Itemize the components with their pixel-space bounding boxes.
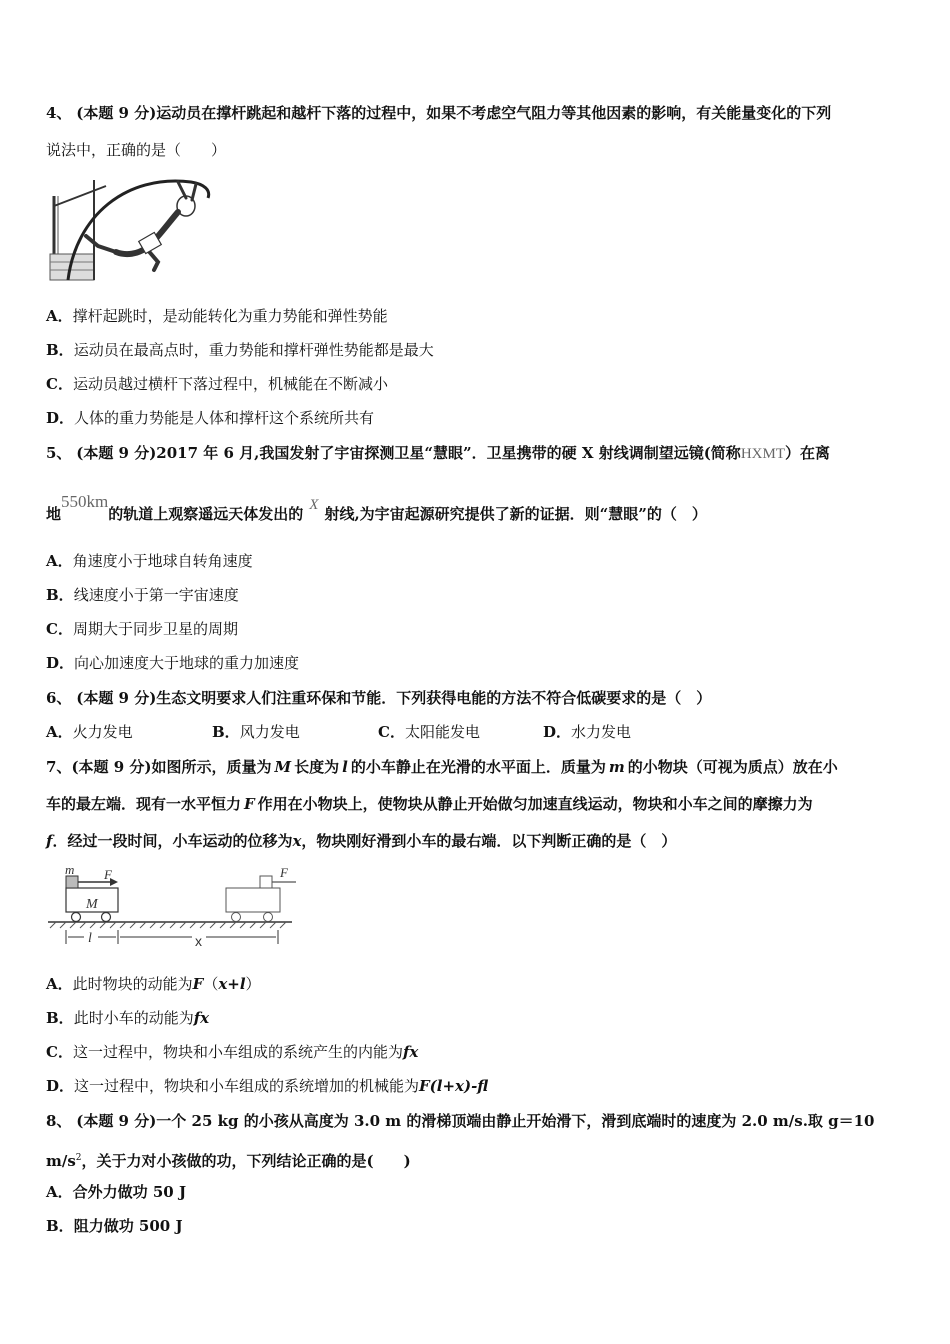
q4-number: 4、 [46, 104, 72, 122]
option-key: B． [212, 723, 240, 741]
q8-text: ，关于力对小孩做的功，下列结论正确的是( ) [81, 1152, 411, 1170]
option-text: 向心加速度大于地球的重力加速度 [74, 654, 300, 672]
q7-text: 的小物块（可视为质点）放在小 [627, 758, 838, 776]
hxmt-abbr: HXMT [740, 446, 785, 462]
q6-option-d[interactable] [543, 722, 631, 742]
q6-option-a[interactable] [46, 722, 133, 742]
option-expr: ） [245, 975, 261, 993]
label-M: M [86, 897, 98, 912]
q4-stem-line2: 说法中，正确的是（ ） [46, 141, 227, 159]
option-text: 运动员越过横杆下落过程中，机械能在不断减小 [72, 375, 388, 393]
option-key: C． [46, 375, 73, 393]
q7-text: 作用在小物块上，使物块从静止开始做匀加速直线运动，物块和小车之间的摩擦力为 [257, 795, 813, 813]
pole-vault-image [46, 176, 216, 282]
option-text: 此时小车的动能为 [73, 1009, 194, 1027]
label-l: l [88, 931, 92, 946]
var-F: F [244, 795, 255, 813]
q4-option-c[interactable] [46, 374, 388, 394]
cart-diagram [46, 864, 296, 954]
option-expr: fx [193, 1009, 210, 1027]
q5-option-b[interactable] [46, 585, 239, 605]
q8-stem-line2 [46, 1148, 411, 1171]
option-key: B． [46, 1217, 74, 1235]
q5-stem-text: (本题 9 分)2017 年 6 月,我国发射了宇宙探测卫星“慧眼”．卫星携带的硬 X 射线调制望远镜(简称 [76, 444, 741, 462]
option-expr: F(l+x)-fl [419, 1077, 489, 1095]
q5-text-c: 射线,为宇宙起源研究提供了新的证据．则“慧眼”的（ ） [324, 505, 707, 523]
q5-option-d[interactable] [46, 653, 299, 673]
q4-stem-line1 [46, 103, 831, 123]
q8-option-b[interactable] [46, 1216, 183, 1236]
option-text: 阻力做功 500 J [73, 1217, 183, 1235]
q6-option-b[interactable] [212, 722, 300, 742]
q8-stem-text: (本题 9 分)一个 25 kg 的小孩从高度为 3.0 m 的滑梯顶端由静止开始滑下，滑到底端时的速度为 2.0 m/s.取 g＝10 [76, 1112, 875, 1130]
q7-option-d[interactable] [46, 1076, 488, 1096]
q5-option-a[interactable] [46, 551, 253, 571]
option-key: A． [46, 723, 73, 741]
option-text: 合外力做功 50 J [72, 1183, 187, 1201]
option-key: D． [46, 1077, 75, 1095]
q4-option-d[interactable] [46, 408, 374, 428]
label-m: m [65, 864, 75, 877]
pole-vault-figure [46, 176, 216, 282]
option-text: 人体的重力势能是人体和撑杆这个系统所共有 [74, 409, 375, 427]
option-expr: x+l [218, 975, 246, 993]
option-text: 角速度小于地球自转角速度 [72, 552, 253, 570]
q7-number: 7、 [46, 758, 72, 776]
option-key: C． [378, 723, 405, 741]
option-text: 线速度小于第一宇宙速度 [73, 586, 239, 604]
q5-stem-line2 [46, 492, 707, 525]
q5-text-a: 地 [46, 505, 62, 523]
q8-number: 8、 [46, 1112, 72, 1130]
q6-number: 6、 [46, 689, 72, 707]
var-m: m [608, 758, 625, 776]
cart-block-figure [46, 864, 296, 954]
q7-text: 长度为 [294, 758, 340, 776]
option-text: 这一过程中，物块和小车组成的系统产生的内能为 [72, 1043, 403, 1061]
option-key: C． [46, 620, 73, 638]
option-text: 撑杆起跳时，是动能转化为重力势能和弹性势能 [72, 307, 388, 325]
q7-stem-line2 [46, 794, 813, 814]
option-text: 此时物块的动能为 [72, 975, 193, 993]
unit: m/s [46, 1152, 76, 1170]
option-key: A． [46, 307, 73, 325]
label-F: F [104, 867, 112, 882]
label-F2: F [280, 865, 288, 880]
option-key: C． [46, 1043, 73, 1061]
q5-number: 5、 [46, 444, 72, 462]
option-expr: （ [203, 975, 219, 993]
q6-stem-text: (本题 9 分)生态文明要求人们注重环保和节能．下列获得电能的方法不符合低碳要求的是（ ） [76, 689, 712, 707]
option-key: A． [46, 1183, 73, 1201]
var-l: l [342, 758, 348, 776]
option-key: B． [46, 341, 74, 359]
q6-option-c[interactable] [378, 722, 480, 742]
label-x: x [195, 933, 202, 949]
var-x: x [292, 832, 302, 850]
q7-text: 的小车静止在光滑的水平面上．质量为 [350, 758, 606, 776]
option-key: D． [46, 654, 75, 672]
q7-option-a[interactable] [46, 974, 261, 994]
q5-stem-end: ）在离 [784, 444, 830, 462]
var-f: f [46, 832, 53, 850]
q5-text-b: 的轨道上观察遥远天体发出的 [108, 505, 304, 523]
q5-stem-line1 [46, 443, 830, 464]
q7-option-c[interactable] [46, 1042, 418, 1062]
option-text: 这一过程中，物块和小车组成的系统增加的机械能为 [74, 1077, 420, 1095]
option-text: 风力发电 [239, 723, 300, 741]
option-expr: F [192, 975, 204, 993]
q7-stem-line3 [46, 831, 676, 851]
q8-stem-line1 [46, 1111, 875, 1131]
option-text: 运动员在最高点时，重力势能和撑杆弹性势能都是最大 [73, 341, 434, 359]
q7-stem-line1 [46, 757, 838, 777]
q4-stem-text: (本题 9 分)运动员在撑杆跳起和越杆下落的过程中，如果不考虑空气阻力等其他因素的影响，有关能量变化的下列 [76, 104, 832, 122]
q7-text: ，物块刚好滑到小车的最右端．以下判断正确的是（ ） [301, 832, 677, 850]
q4-option-b[interactable] [46, 340, 434, 360]
option-key: D． [46, 409, 75, 427]
option-expr: fx [402, 1043, 419, 1061]
q7-text: ．经过一段时间，小车运动的位移为 [52, 832, 293, 850]
var-M: M [274, 758, 292, 776]
x-ray-symbol: X [309, 497, 319, 513]
q7-text: (本题 9 分)如图所示，质量为 [71, 758, 272, 776]
option-key: A． [46, 975, 73, 993]
option-key: D． [543, 723, 572, 741]
option-text: 太阳能发电 [404, 723, 480, 741]
q6-stem-line1 [46, 688, 711, 708]
altitude-value: 550km [61, 492, 109, 511]
q7-option-b[interactable] [46, 1008, 209, 1028]
q7-text: 车的最左端．现有一水平恒力 [46, 795, 242, 813]
option-key: B． [46, 586, 74, 604]
option-text: 周期大于同步卫星的周期 [72, 620, 238, 638]
q5-option-c[interactable] [46, 619, 238, 639]
option-key: B． [46, 1009, 74, 1027]
option-text: 火力发电 [72, 723, 133, 741]
q8-option-a[interactable] [46, 1182, 186, 1202]
unit-exponent: 2 [75, 1153, 82, 1163]
option-text: 水力发电 [571, 723, 632, 741]
q4-option-a[interactable] [46, 306, 388, 326]
option-key: A． [46, 552, 73, 570]
